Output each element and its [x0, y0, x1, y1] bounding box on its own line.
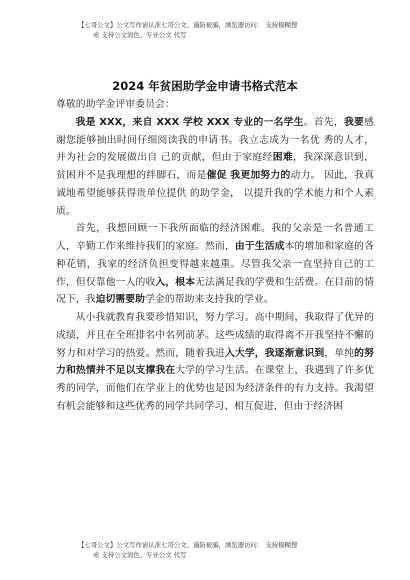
study-text-1: 从小我就教育我要珍惜知识，努力学习。高中期间，我取得了优异的成绩，并且在全班排名中名列前茅。这些成绩的取得离不开我坚持不懈的努力和对学习的热爱。然而，随着我进	[56, 312, 374, 359]
intro-emphasis-3: 困难	[272, 152, 294, 164]
intro-emphasis-4: 催促 我更加努力的	[206, 170, 291, 181]
intro-emphasis: 我是 XXX，来自 XXX 学校 XXX 专业的一名学生	[75, 116, 304, 128]
hardship-text-2: 本的增加和家庭的各种花销，我家的经济负担变得越来越重。尽管我父亲一直坚持自己的工作，但仅靠他一人的收	[56, 241, 374, 288]
intro-text-2: 感谢您能够抽出时间仔细阅读我的申请书。我立志成为一名优 秀的人才，并为社会的发展做出自 己的贡献，但由于家庭经	[56, 116, 375, 164]
hardship-emphasis-2: 入，根本	[155, 276, 196, 288]
intro-text-3: ，我深深意识到，贫困并不是我理想的绊脚石，而是	[56, 152, 374, 181]
intro-text-1: 。首先，	[303, 116, 344, 128]
hardship-text-4: 学金的帮助来支持我的学业。	[145, 294, 274, 306]
document-body	[56, 96, 374, 416]
study-text-2: ，单纯	[324, 347, 355, 359]
hardship-text-1: 首先，我想回顾一下我所面临的经济困难。我的父亲是一名普通工人，辛勤工作来维持我们的家庭。然而，	[56, 223, 374, 252]
paragraph-economic-hardship	[56, 220, 374, 309]
intro-emphasis-2: 我要	[343, 116, 365, 128]
hardship-emphasis-1: 由于生活成	[234, 241, 285, 252]
study-text-3: 大学的学习生活。在课堂上，我遇到了许多优秀的同学，而他们在学业上的优势也是因为经济条件的有力支持。我渴望有机会能够和这些优秀的同学共同学习、相互促进，但由于经济困	[56, 365, 374, 412]
paragraph-intro	[56, 114, 374, 221]
study-emphasis-2: 的努力和热情并不足以支撑我在	[56, 347, 375, 377]
study-emphasis-1: 入大学，我逐渐意识到	[224, 347, 325, 359]
hardship-text-3: 无法满足我的学费和生活费。在目前的情况下，我	[56, 276, 375, 306]
header-watermark	[78, 20, 378, 40]
header-watermark-line1: 【七哥公文】公文写作请认准七哥公文、谨防被骗，浏览器访问： 支持模糊搜	[78, 21, 298, 29]
paragraph-study-history	[56, 309, 374, 416]
footer-watermark-line2: 索 支持公文润色、专业公文 代写	[93, 551, 187, 559]
header-watermark-line2: 索 支持公文润色、专业公文 代写	[93, 31, 187, 39]
salutation: 尊敬的助学金评审委员会：	[56, 99, 175, 110]
footer-watermark-line1: 【七哥公文】公文写作请认准七哥公文、谨防被骗，浏览器访问： 支持模糊搜	[78, 541, 298, 549]
document-title: 2024 年贫困助学金申请书格式范本	[112, 79, 298, 93]
intro-text-4: 动力。 因此，我真诚地希望能够获得贵单位提供 的助学金， 以提升我的学术能力和个人素质。	[56, 170, 375, 217]
hardship-emphasis-3: 迫切需要助	[95, 294, 146, 306]
footer-watermark	[78, 540, 378, 560]
